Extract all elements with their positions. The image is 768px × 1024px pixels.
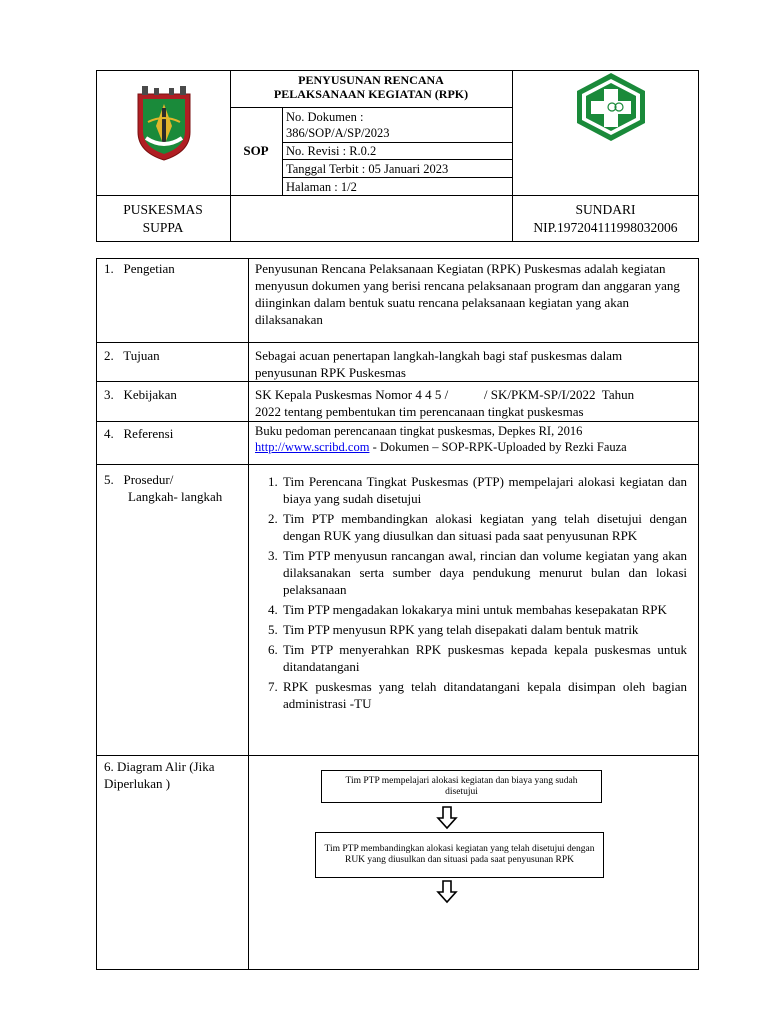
section-text-pengertian: Penyusunan Rencana Pelaksanaan Kegiatan (RPK) Puskesmas adalah kegiatan menyusun dokumen yang berisi rencana pelaksanaan program dan anggaran yang diinginkan dalam bentuk suatu rencana pelaksanaan kegiatan yang akan dilaksanakan xyxy=(255,261,680,327)
doc-number-label: No. Dokumen : xyxy=(286,110,364,124)
section-label-pengertian: 1. Pengetian xyxy=(104,261,175,276)
procedure-step: 5. Tim PTP menyusun RPK yang telah disepakati dalam bentuk matrik xyxy=(281,621,687,638)
issue-date: Tanggal Terbit : 05 Januari 2023 xyxy=(286,162,449,176)
procedure-step: 6. Tim PTP menyerahkan RPK puskesmas kepada kepala puskesmas untuk ditandatangani xyxy=(281,641,687,675)
procedure-step: 7. RPK puskesmas yang telah ditandatangani kepala disimpan oleh bagian administrasi -TU xyxy=(281,678,687,712)
section-label-diagram: 6. Diagram Alir (Jika Diperlukan ) xyxy=(104,759,215,791)
signer-name: SUNDARI xyxy=(575,202,636,217)
section-label-kebijakan: 3. Kebijakan xyxy=(104,387,177,402)
procedure-step: 4. Tim PTP mengadakan lokakarya mini untuk membahas kesepakatan RPK xyxy=(281,601,687,618)
organization-name: PUSKESMAS SUPPA xyxy=(123,202,203,235)
signer-nip: NIP.197204111998032006 xyxy=(533,220,678,235)
flow-box-2: Tim PTP membandingkan alokasi kegiatan yang telah disetujui dengan RUK yang diusulkan dan situasi pada saat penyusunan RPK xyxy=(315,832,604,878)
procedure-step: 3. Tim PTP menyusun rancangan awal, rincian dan volume kegiatan yang akan dilaksanakan serta sumber daya pendukung menurut bulan dan lokasi pelaksanaan xyxy=(281,547,687,598)
procedure-step: 1. Tim Perencana Tingkat Puskesmas (PTP) mempelajari alokasi kegiatan dan biaya yang sudah disetujui xyxy=(281,473,687,507)
regional-emblem-logo xyxy=(128,86,200,162)
procedure-step: 2. Tim PTP membandingkan alokasi kegiatan yang telah disetujui dengan dengan RUK yang diusulkan dan situasi pada saat penyusunan RPK xyxy=(281,510,687,544)
flow-box-1: Tim PTP mempelajari alokasi kegiatan dan biaya yang sudah disetujui xyxy=(321,770,602,803)
section-text-kebijakan: SK Kepala Puskesmas Nomor 4 4 5 / / SK/PKM-SP/I/2022 Tahun 2022 tentang pembentukan tim perencanaan tingkat puskesmas xyxy=(255,387,635,419)
section-text-tujuan: Sebagai acuan penertapan langkah-langkah bagi staf puskesmas dalam penyusunan RPK Puskesmas xyxy=(255,348,623,380)
revision-number: No. Revisi : R.0.2 xyxy=(286,144,377,158)
reference-link[interactable]: http://www.scribd.com xyxy=(255,440,370,454)
signer-block xyxy=(512,201,699,237)
section-text-referensi: Buku pedoman perencanaan tingkat puskesmas, Depkes RI, 2016 http://www.scribd.com - Dokumen – SOP-RPK-Uploaded by Rezki Fauza xyxy=(255,424,627,454)
sop-label: SOP xyxy=(243,143,269,158)
procedure-steps xyxy=(255,473,687,715)
section-label-prosedur: 5. Prosedur/ Langkah- langkah xyxy=(104,472,223,504)
section-label-referensi: 4. Referensi xyxy=(104,426,174,441)
health-cross-logo xyxy=(571,71,651,143)
sop-title: PENYUSUNAN RENCANA PELAKSANAAN KEGIATAN (RPK) xyxy=(273,73,469,101)
doc-number-value: 386/SOP/A/SP/2023 xyxy=(286,126,390,140)
section-label-tujuan: 2. Tujuan xyxy=(104,348,160,363)
down-arrow-icon xyxy=(436,880,458,904)
page-number: Halaman : 1/2 xyxy=(286,180,357,194)
down-arrow-icon xyxy=(436,806,458,830)
